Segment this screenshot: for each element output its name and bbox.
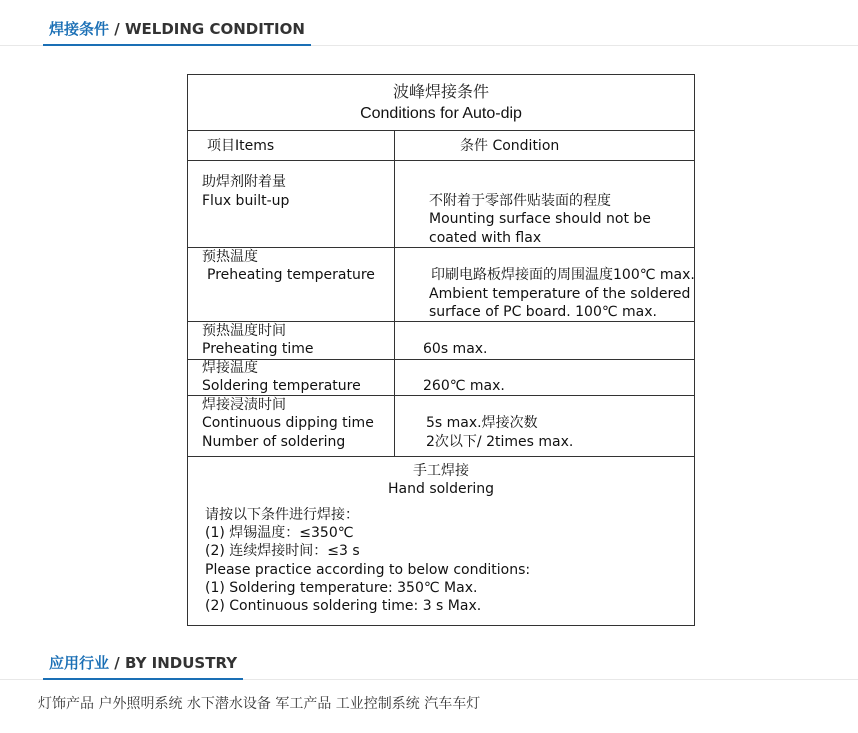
row-flux-cond-1: 不附着于零部件贴装面的程度 (429, 193, 611, 209)
row-dip-cond-2: 2次以下/ 2times max. (426, 434, 574, 450)
row-preheat-time-item-cn: 预热温度时间 (202, 323, 286, 339)
row-flux-cond-3: coated with flax (429, 230, 542, 246)
hand-line: Please practice according to below conditions: (205, 562, 531, 578)
row-preheat-cond-1: 印刷电路板焊接面的周围温度100℃ max. (431, 267, 695, 283)
by-industry-header (0, 646, 858, 680)
section-title-sep: / (114, 20, 120, 38)
divider (188, 359, 694, 360)
row-preheat-time-item-en: Preheating time (202, 341, 314, 357)
row-dip-item-en: Continuous dipping time (202, 415, 374, 431)
row-dip-cond-1: 5s max.焊接次数 (426, 415, 538, 431)
row-preheat-item-cn: 预热温度 (202, 249, 258, 265)
divider (188, 456, 694, 457)
header-items: 项目Items (207, 138, 275, 154)
table-title-en: Conditions for Auto-dip (360, 105, 522, 122)
hand-line: (1) 焊锡温度：≤350℃ (205, 525, 354, 541)
divider (188, 247, 694, 248)
section-title-en: WELDING CONDITION (124, 20, 305, 38)
section-title-sep: / (114, 654, 120, 672)
hand-title-en: Hand soldering (388, 481, 494, 497)
row-flux-item-en: Flux built-up (202, 193, 290, 209)
row-dip-item-cn: 焊接浸渍时间 (202, 397, 286, 413)
row-solder-temp-cond: 260℃ max. (423, 378, 505, 394)
hand-line: (2) 连续焊接时间：≤3 s (205, 543, 360, 559)
row-dip-item-en2: Number of soldering (202, 434, 346, 450)
industry-list: 灯饰产品 户外照明系统 水下潜水设备 军工产品 工业控制系统 汽车车灯 (38, 696, 481, 712)
section-title-en: BY INDUSTRY (124, 654, 238, 672)
row-preheat-cond-2: Ambient temperature of the soldered (429, 286, 691, 302)
hand-line: 请按以下条件进行焊接： (205, 507, 359, 523)
section-title (43, 646, 243, 680)
row-preheat-item-en: Preheating temperature (207, 267, 375, 283)
row-preheat-cond-3: surface of PC board. 100℃ max. (429, 304, 657, 320)
header-condition: 条件 Condition (460, 138, 560, 154)
hand-line: (2) Continuous soldering time: 3 s Max. (205, 598, 482, 614)
column-divider (394, 130, 395, 456)
hand-line: (1) Soldering temperature: 350℃ Max. (205, 580, 478, 596)
section-title (43, 12, 311, 46)
row-solder-temp-item-en: Soldering temperature (202, 378, 361, 394)
row-preheat-time-cond: 60s max. (423, 341, 488, 357)
section-title-cn: 焊接条件 (49, 20, 110, 38)
row-flux-cond-2: Mounting surface should not be (429, 211, 651, 227)
section-title-cn: 应用行业 (49, 654, 110, 672)
hand-title-cn: 手工焊接 (413, 463, 469, 479)
divider (188, 130, 694, 131)
auto-dip-conditions-table (187, 74, 695, 626)
divider (188, 160, 694, 161)
table-title-cn: 波峰焊接条件 (392, 82, 489, 101)
row-solder-temp-item-cn: 焊接温度 (202, 360, 258, 376)
row-flux-item-cn: 助焊剂附着量 (202, 174, 286, 190)
welding-condition-header (0, 12, 858, 46)
